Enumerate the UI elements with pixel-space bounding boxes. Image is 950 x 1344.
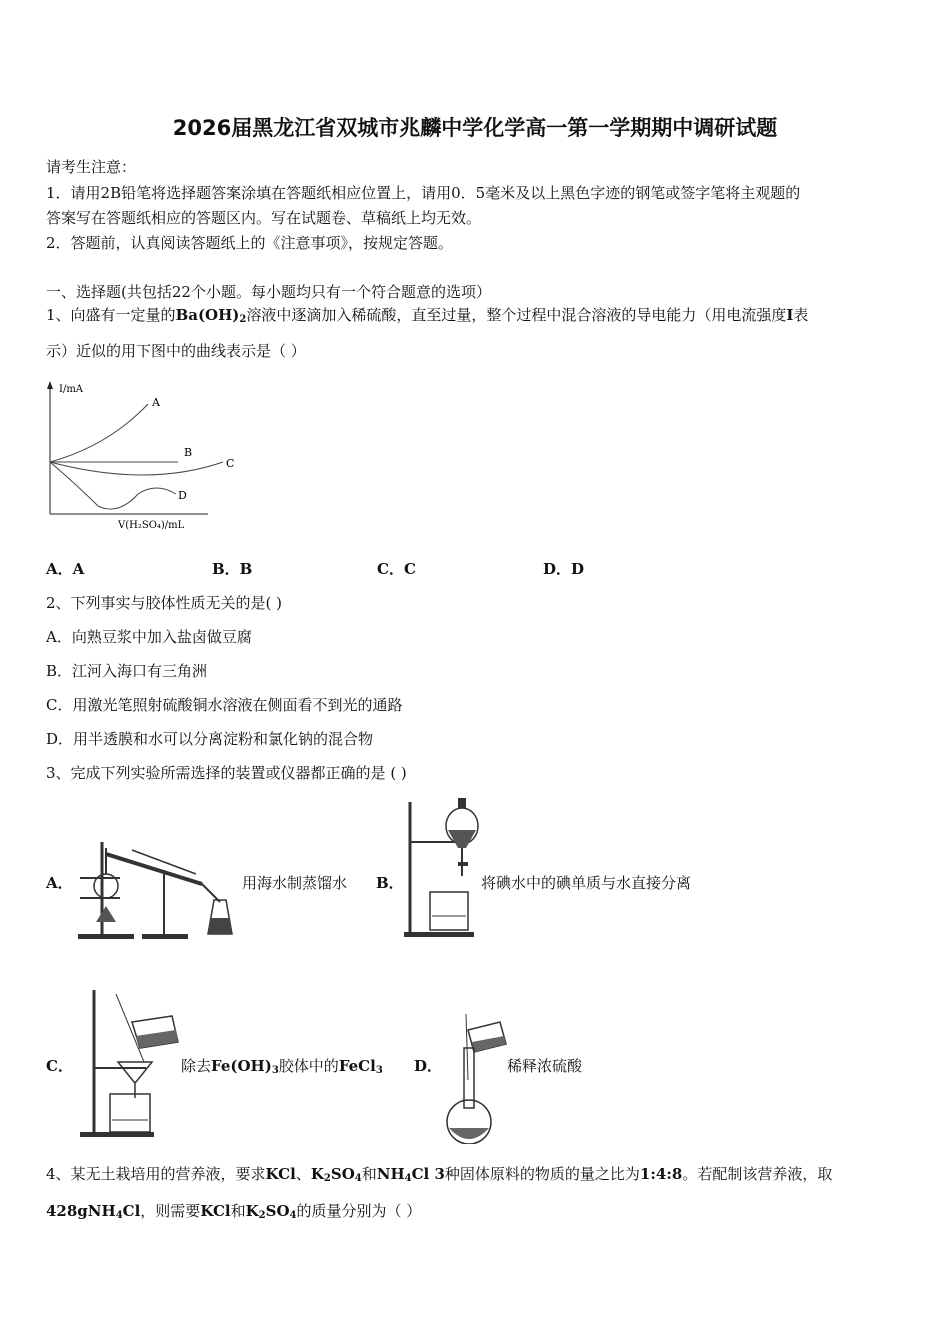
question-4-stem-line-2: 428gNH$_4$Cl，则需要KCl和$K_2SO_4$的质量分别为（ ） xyxy=(46,1202,422,1221)
q3-option-b-text: 将碘水中的碘单质与水直接分离 xyxy=(481,874,692,892)
x-axis-label: V(H₂SO₄)/mL xyxy=(118,520,185,531)
curve-label-d: D xyxy=(178,489,187,502)
q3-option-a-letter[interactable]: A． xyxy=(46,874,73,892)
q1-option-b[interactable]: B．B xyxy=(212,560,253,578)
notice-line-2: 答案写在答题纸相应的答题区内。写在试题卷、草稿纸上均无效。 xyxy=(46,209,482,227)
q3-option-b-letter[interactable]: B． xyxy=(376,874,404,892)
q1-option-a[interactable]: A．A xyxy=(46,560,85,578)
curve-label-b: B xyxy=(184,446,193,459)
question-3-stem: 3、完成下列实验所需选择的装置或仪器都正确的是 ( ) xyxy=(46,764,407,782)
q3-option-d-text: 稀释浓硫酸 xyxy=(507,1057,583,1075)
q1-option-d[interactable]: D．D xyxy=(543,560,585,578)
curve-label-c: C xyxy=(226,457,235,470)
current-volume-graph xyxy=(38,376,248,536)
question-1-stem-line-2: 示）近似的用下图中的曲线表示是（ ） xyxy=(46,342,306,360)
section-heading: 一、选择题(共包括22个小题。每小题均只有一个符合题意的选项） xyxy=(46,283,491,301)
q3-option-c-letter[interactable]: C． xyxy=(46,1057,73,1075)
q2-option-d[interactable]: D．用半透膜和水可以分离淀粉和氯化钠的混合物 xyxy=(46,730,374,748)
question-1-stem: 1、向盛有一定量的$Ba(OH)_2$溶液中逐滴加入稀硫酸，直至过量，整个过程中混合溶液的导电能力（用电流强度I表 xyxy=(46,306,809,325)
page-title: 2026届黑龙江省双城市兆麟中学化学高一第一学期期中调研试题 xyxy=(172,116,778,140)
separatory-funnel-apparatus xyxy=(400,792,480,942)
q2-option-c[interactable]: C．用激光笔照射硫酸铜水溶液在侧面看不到光的通路 xyxy=(46,696,403,714)
curve-c xyxy=(50,462,223,475)
notice-heading: 请考生注意： xyxy=(46,158,137,176)
notice-line-3: 2．答题前，认真阅读答题纸上的《注意事项》，按规定答题。 xyxy=(46,234,454,252)
q2-option-a[interactable]: A．向熟豆浆中加入盐卤做豆腐 xyxy=(46,628,252,646)
q3-option-d-letter[interactable]: D． xyxy=(414,1057,443,1075)
q1-option-c[interactable]: C．C xyxy=(377,560,416,578)
notice-line-1: 1．请用2B铅笔将选择题答案涂填在答题纸相应位置上，请用0．5毫米及以上黑色字迹的钢笔或签字笔将主观题的 xyxy=(46,184,801,202)
curve-label-a: A xyxy=(152,396,160,409)
distillation-apparatus xyxy=(72,822,242,942)
y-axis-label: I/mA xyxy=(59,384,84,395)
question-2-stem: 2、下列事实与胶体性质无关的是( ) xyxy=(46,594,283,612)
q3-option-c-text: 除去$Fe(OH)_3$胶体中的FeCl$_3$ xyxy=(181,1057,383,1076)
curve-a xyxy=(50,404,148,462)
q3-option-a-text: 用海水制蒸馏水 xyxy=(242,874,348,892)
question-4-stem: 4、某无土栽培用的营养液，要求KCl、$K_2SO_4$和$NH_4Cl$ 3种固体原料的物质的量之比为1:4:8。若配制该营养液，取 xyxy=(46,1165,833,1184)
q2-option-b[interactable]: B．江河入海口有三角洲 xyxy=(46,662,208,680)
y-axis-arrow xyxy=(47,381,53,389)
filtration-apparatus xyxy=(76,986,180,1142)
volumetric-flask-apparatus xyxy=(444,1010,508,1144)
curve-d xyxy=(50,462,176,509)
